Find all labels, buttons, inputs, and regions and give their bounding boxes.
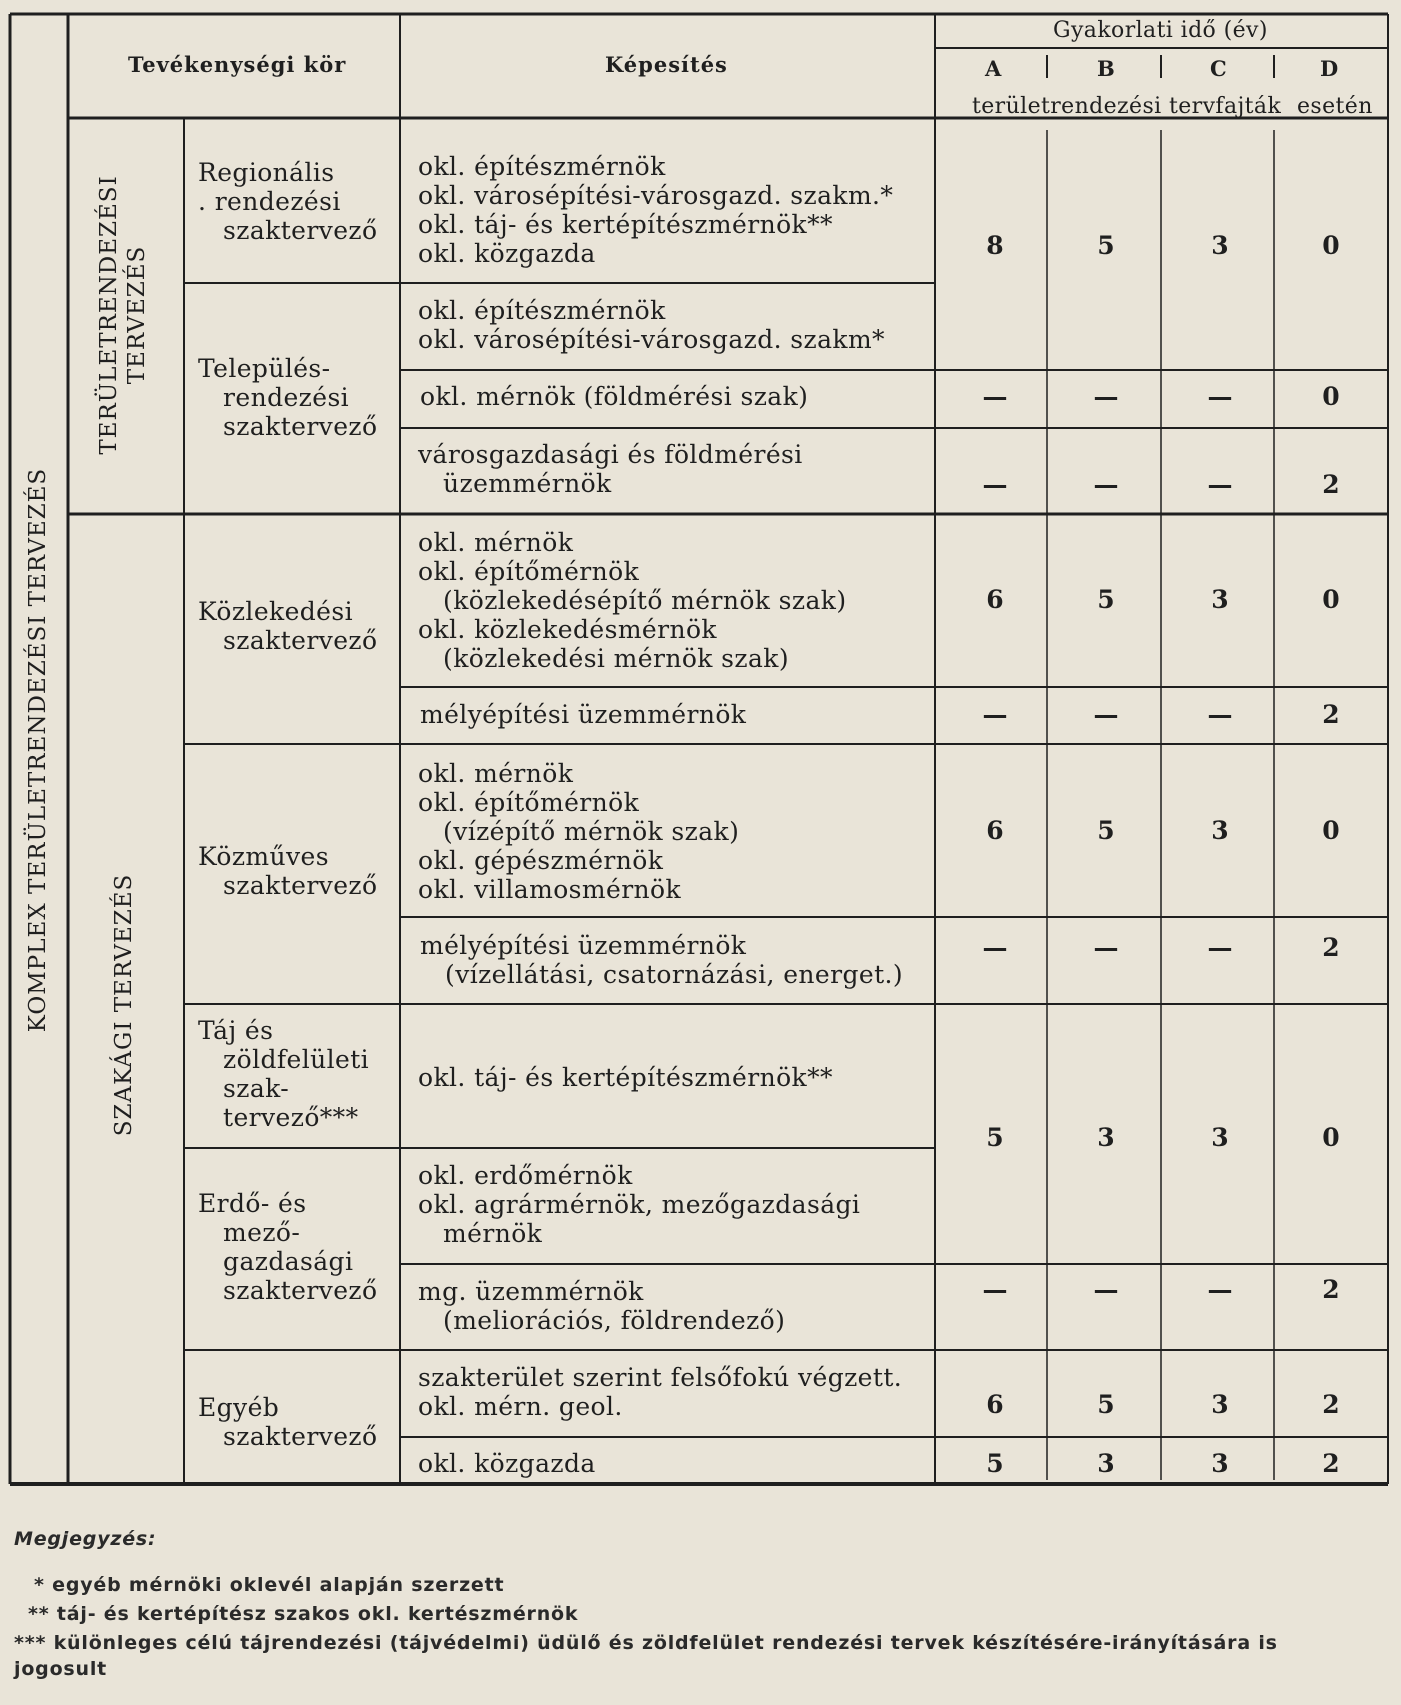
value-cell-r1-d: 0 [1322,231,1340,260]
qualification-4: városgazdasági és földmérési üzemmérnök [418,440,803,498]
value-cell-r10-d: 2 [1322,1390,1340,1419]
value-cell-r6-d: 0 [1322,816,1340,845]
value-cell-r7-b: — [1093,933,1119,962]
value-cell-r8-b: 3 [1097,1123,1115,1152]
value-cell-r2-d: 0 [1322,382,1340,411]
value-cell-r3-c: — [1207,470,1233,499]
role-regional: Regionális . rendezési szaktervező [198,158,378,245]
value-cell-r8-c: 3 [1211,1123,1229,1152]
value-cell-r11-b: 3 [1097,1449,1115,1478]
note-4: jogosult [14,1658,108,1680]
value-cell-r9-b: — [1093,1275,1119,1304]
qualification-13: okl. közgazda [418,1449,596,1478]
qualification-9: okl. táj- és kertépítészmérnök** [418,1063,833,1092]
value-cell-r9-a: — [982,1275,1008,1304]
value-cell-r5-a: — [982,700,1008,729]
header-subheader-3: esetén [1297,94,1373,119]
value-cell-r4-a: 6 [986,585,1004,614]
notes-title: Megjegyzés: [14,1528,157,1550]
value-cell-r3-a: — [982,470,1008,499]
value-cell-r7-a: — [982,933,1008,962]
role-utility: Közműves szaktervező [198,842,378,900]
role-forest: Erdő- és mező- gazdasági szaktervező [198,1189,378,1305]
role-transport: Közlekedési szaktervező [198,597,378,655]
qualification-6: mélyépítési üzemmérnök [420,700,747,729]
vertical-group1-line1: TERÜLETRENDEZÉSI [96,175,122,455]
header-col-a: A [985,56,1003,81]
value-cell-r1-b: 5 [1097,231,1115,260]
value-cell-r6-c: 3 [1211,816,1229,845]
value-cell-r4-b: 5 [1097,585,1115,614]
role-landscape: Táj és zöldfelületi szak- tervező*** [198,1016,370,1132]
value-cell-r7-c: — [1207,933,1233,962]
value-cell-r5-b: — [1093,700,1119,729]
header-col-d: D [1320,56,1340,81]
qualification-2: okl. építészmérnök okl. városépítési-városgazd. szakm* [418,296,885,354]
value-cell-r10-b: 5 [1097,1390,1115,1419]
note-1: * egyéb mérnöki oklevél alapján szerzett [34,1574,505,1596]
value-cell-r4-d: 0 [1322,585,1340,614]
qualification-5: okl. mérnök okl. építőmérnök (közlekedésépítő mérnök szak) okl. közlekedésmérnök (közlekedési mérnök szak) [418,528,847,673]
value-cell-r6-b: 5 [1097,816,1115,845]
qualification-11: mg. üzemmérnök (meliorációs, földrendező) [418,1277,786,1335]
value-cell-r5-d: 2 [1322,700,1340,729]
header-subheader-1: területrendezési [972,94,1162,119]
value-cell-r11-a: 5 [986,1449,1004,1478]
value-cell-r9-d: 2 [1322,1275,1340,1304]
value-cell-r6-a: 6 [986,816,1004,845]
value-cell-r7-d: 2 [1322,933,1340,962]
vertical-outer-label: KOMPLEX TERÜLETRENDEZÉSI TERVEZÉS [25,467,51,1033]
qualification-10: okl. erdőmérnök okl. agrármérnök, mezőgazdasági mérnök [418,1161,861,1248]
value-cell-r1-c: 3 [1211,231,1229,260]
role-other: Egyéb szaktervező [198,1393,378,1451]
vertical-group1-line2: TERVEZÉS [124,245,150,385]
value-cell-r11-d: 2 [1322,1449,1340,1478]
note-3: *** különleges célú tájrendezési (tájvédelmi) üdülő és zöldfelület rendezési tervek készítésére-irányítására is [14,1632,1278,1654]
header-practice-time: Gyakorlati idő (év) [1053,18,1268,43]
value-cell-r2-b: — [1093,382,1119,411]
value-cell-r3-d: 2 [1322,470,1340,499]
value-cell-r5-c: — [1207,700,1233,729]
value-cell-r1-a: 8 [986,231,1004,260]
header-col-b: B [1097,56,1116,81]
qualification-8: mélyépítési üzemmérnök (vízellátási, csatornázási, energet.) [420,931,904,989]
value-cell-r2-c: — [1207,382,1233,411]
header-col-c: C [1210,56,1228,81]
value-cell-r10-a: 6 [986,1390,1004,1419]
qualification-3: okl. mérnök (földmérési szak) [420,382,809,411]
value-cell-r11-c: 3 [1211,1449,1229,1478]
value-cell-r9-c: — [1207,1275,1233,1304]
value-cell-r10-c: 3 [1211,1390,1229,1419]
value-cell-r8-a: 5 [986,1123,1004,1152]
value-cell-r3-b: — [1093,470,1119,499]
value-cell-r8-d: 0 [1322,1123,1340,1152]
header-qualification: Képesítés [605,52,728,77]
header-activity: Tevékenységi kör [128,52,347,77]
header-subheader-2: tervfajták [1169,94,1282,119]
value-cell-r2-a: — [982,382,1008,411]
qualification-7: okl. mérnök okl. építőmérnök (vízépítő mérnök szak) okl. gépészmérnök okl. villamosmérnök [418,759,740,904]
value-cell-r4-c: 3 [1211,585,1229,614]
role-settlement: Település- rendezési szaktervező [198,354,378,441]
qualification-1: okl. építészmérnök okl. városépítési-városgazd. szakm.* okl. táj- és kertépítészmérnök** okl. közgazda [418,152,894,268]
vertical-group2-label: SZAKÁGI TERVEZÉS [111,873,137,1137]
qualification-12: szakterület szerint felsőfokú végzett. okl. mérn. geol. [418,1363,903,1421]
note-2: ** táj- és kertépítész szakos okl. kertészmérnök [28,1603,579,1625]
